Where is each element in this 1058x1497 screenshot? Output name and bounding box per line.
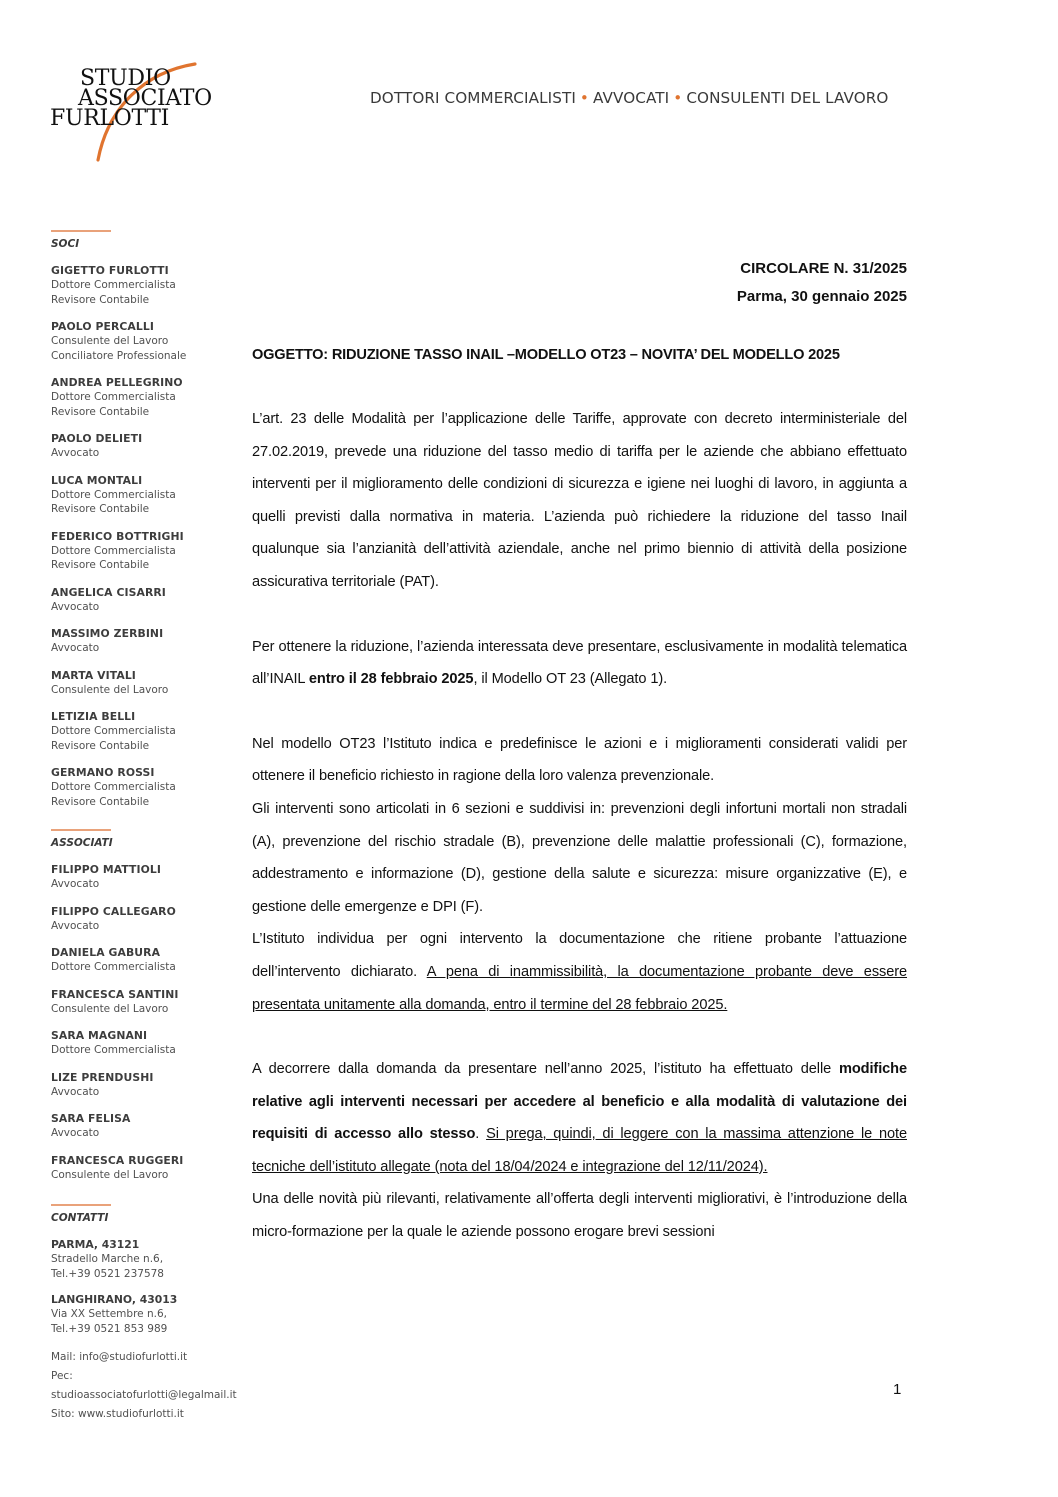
person-name: LUCA MONTALI <box>51 473 143 487</box>
section-divider <box>51 230 111 232</box>
person-role: Dottore Commercialista <box>51 1044 176 1056</box>
person-role: Avvocato <box>51 1127 100 1139</box>
paragraph-7: Una delle novità più rilevanti, relativamente all’offerta degli interventi migliorativi, è l’introduzione della micro-formazione per la quale le aziende possono erogare brevi sessioni <box>252 1191 907 1241</box>
mail-link[interactable]: Mail: info@studiofurlotti.it <box>51 1351 188 1363</box>
person-name: ANDREA PELLEGRINO <box>51 376 183 389</box>
person-role: Consulente del Lavoro <box>51 335 169 347</box>
paragraph-1: L’art. 23 delle Modalità per l’applicazione delle Tariffe, approvate con decreto interministeriale del 27.02.2019, prevede una riduzione del tasso medio di tariffa per le aziende che abbiano effettuato interventi per il miglioramento delle condizioni di sicurezza e igiene nei luoghi di lavoro, in aggiunta a quelli previsti dalla normativa in materia. L’azienda può richiedere la riduzione del tasso Inail qualunque sia l’anzianità dell’attività aziendale, anche nel primo biennio di attività della posizione assicurativa territoriale (PAT). <box>252 411 907 590</box>
office-phone: Tel.+39 0521 853 989 <box>51 1322 168 1335</box>
p6-text-a: A decorrere dalla domanda da presentare nell’anno 2025, l’istituto ha effettuato delle <box>252 1061 839 1078</box>
p5-underlined: A pena di inammissibilità, la documentazione probante deve essere presentata unitamente alla domanda, entro il termine del 28 febbraio 2025. <box>252 963 908 1013</box>
person-role: Consulente del Lavoro <box>51 1002 169 1015</box>
office-parma <box>51 1238 251 1281</box>
person-role: Revisore Contabile <box>51 795 150 808</box>
p6-underlined: Si prega, quindi, di leggere con la massima attenzione le note tecniche dell’istituto allegate (nota del 18/04/2024 e integrazione del 12/11/2024). <box>252 1126 907 1175</box>
person-role: Avvocato <box>51 1085 100 1098</box>
paragraph-5 <box>252 923 907 1021</box>
p2-text-a: Per ottenere la riduzione, l’azienda interessata deve presentare, esclusivamente in modalità telematica all’INAIL <box>252 638 907 688</box>
person-role: Dottore Commercialista <box>51 279 176 291</box>
page-number: 1 <box>893 1381 902 1398</box>
section-divider <box>51 829 111 831</box>
person-entry <box>51 627 251 656</box>
person-name: GIGETTO FURLOTTI <box>51 264 169 277</box>
person-entry <box>51 766 251 809</box>
person-entry <box>51 988 251 1017</box>
pec-link[interactable]: Pec: studioassociatofurlotti@legalmail.it <box>51 1370 237 1401</box>
person-entry <box>51 1029 251 1058</box>
person-name: FEDERICO BOTTRIGHI <box>51 529 184 543</box>
contatti-title: CONTATTI <box>51 1212 109 1224</box>
document-body <box>252 260 907 1249</box>
person-role: Revisore Contabile <box>51 739 150 752</box>
person-entry <box>51 1071 251 1100</box>
person-name: SARA FELISA <box>51 1112 131 1125</box>
person-entry <box>51 432 251 461</box>
person-entry <box>51 376 251 419</box>
person-role: Revisore Contabile <box>51 405 150 418</box>
p6-bold: modifiche relative agli interventi necessari per accedere al beneficio e alla modalità di valutazione dei requisiti di accesso allo stesso <box>252 1061 907 1143</box>
person-role: Revisore Contabile <box>51 293 150 306</box>
paragraph-4: Gli interventi sono articolati in 6 sezioni e suddivisi in: prevenzioni degli infortuni mortali non stradali (A), prevenzione del rischio stradale (B), prevenzione delle malattie professionali (C), formazione, addestramento e informazione (D), gestione della salute e sicurezza: misure organizzative (E), e gestione delle emergenze e DPI (F). <box>252 800 907 915</box>
associati-title: ASSOCIATI <box>51 837 113 849</box>
person-entry <box>51 946 251 975</box>
tagline-part-2: AVVOCATI <box>592 89 670 107</box>
soci-section <box>51 230 251 809</box>
person-entry <box>51 669 251 698</box>
person-name: FILIPPO CALLEGARO <box>51 904 176 918</box>
soci-title: SOCI <box>51 238 80 250</box>
circolare-number: CIRCOLARE N. 31/2025 <box>740 260 907 277</box>
person-name: FILIPPO MATTIOLI <box>51 863 161 876</box>
person-role: Avvocato <box>51 447 100 459</box>
person-name: MASSIMO ZERBINI <box>51 627 164 640</box>
contatti-section <box>51 1204 251 1424</box>
p5-text: L’Istituto individua per ogni intervento la documentazione che ritiene probante l’attuazione dell’intervento dichiarato. <box>252 931 907 980</box>
person-name: FRANCESCA RUGGERI <box>51 1153 184 1167</box>
person-name: MARTA VITALI <box>51 668 136 682</box>
p2-text-b: , il Modello OT 23 (Allegato 1). <box>473 671 668 688</box>
place-date: Parma, 30 gennaio 2025 <box>736 288 907 305</box>
person-name: SARA MAGNANI <box>51 1029 148 1042</box>
person-name: PAOLO DELIETI <box>51 432 143 445</box>
person-role: Dottore Commercialista <box>51 488 176 501</box>
office-city: LANGHIRANO, 43013 <box>51 1293 178 1306</box>
office-langhirano <box>51 1293 251 1336</box>
person-role: Conciliatore Professionale <box>51 349 187 362</box>
person-name: PAOLO PERCALLI <box>51 320 154 333</box>
person-entry <box>51 710 251 753</box>
tagline-part-1: DOTTORI COMMERCIALISTI <box>370 89 576 107</box>
person-name: GERMANO ROSSI <box>51 766 155 779</box>
person-role: Dottore Commercialista <box>51 961 176 973</box>
person-role: Dottore Commercialista <box>51 544 176 557</box>
person-entry <box>51 586 251 615</box>
person-name: LIZE PRENDUSHI <box>51 1070 154 1084</box>
document-subject: OGGETTO: RIDUZIONE TASSO INAIL –MODELLO OT23 – NOVITA’ DEL MODELLO 2025 <box>252 347 840 363</box>
person-name: DANIELA GABURA <box>51 946 161 959</box>
person-entry <box>51 264 251 307</box>
soci-list <box>51 264 251 809</box>
paragraph-3: Nel modello OT23 l’Istituto indica e predefinisce le azioni e i miglioramenti considerati validi per ottenere il beneficio richiesto in ragione della loro valenza prevenzionale. <box>252 735 907 785</box>
person-entry <box>51 863 251 892</box>
office-address: Stradello Marche n.6, <box>51 1253 164 1265</box>
paragraph-6 <box>252 1053 907 1183</box>
firm-tagline <box>370 89 888 107</box>
site-link[interactable]: Sito: www.studiofurlotti.it <box>51 1408 184 1420</box>
office-phone: Tel.+39 0521 237578 <box>51 1267 164 1280</box>
paragraph-2 <box>252 631 907 696</box>
person-entry <box>51 320 251 363</box>
studio-logo <box>50 62 220 162</box>
sidebar <box>51 230 251 1438</box>
associati-list <box>51 863 251 1182</box>
person-name: ANGELICA CISARRI <box>51 585 166 599</box>
person-name: LETIZIA BELLI <box>51 710 136 723</box>
office-city: PARMA, 43121 <box>51 1238 140 1251</box>
person-role: Revisore Contabile <box>51 503 150 515</box>
person-entry <box>51 1154 251 1183</box>
person-name: FRANCESCA SANTINI <box>51 987 179 1001</box>
person-role: Dottore Commercialista <box>51 725 176 737</box>
p2-deadline: entro il 28 febbraio 2025 <box>308 671 474 688</box>
person-role: Avvocato <box>51 919 100 932</box>
section-divider <box>51 1204 111 1206</box>
person-role: Revisore Contabile <box>51 559 150 571</box>
person-role: Avvocato <box>51 642 100 654</box>
p6-text-b: . <box>475 1126 487 1143</box>
person-role: Consulente del Lavoro <box>51 683 169 696</box>
office-address: Via XX Settembre n.6, <box>51 1308 167 1320</box>
person-entry <box>51 530 251 573</box>
tagline-dot-icon: • <box>579 89 589 107</box>
person-role: Dottore Commercialista <box>51 781 176 793</box>
person-entry <box>51 474 251 517</box>
associati-section <box>51 829 251 1182</box>
person-entry <box>51 905 251 934</box>
person-entry <box>51 1112 251 1141</box>
person-role: Avvocato <box>51 878 100 890</box>
tagline-dot-icon: • <box>673 89 683 107</box>
tagline-part-3: CONSULENTI DEL LAVORO <box>686 89 889 107</box>
person-role: Consulente del Lavoro <box>51 1168 169 1181</box>
logo-line-3: FURLOTTI <box>50 106 170 131</box>
person-role: Avvocato <box>51 600 100 613</box>
person-role: Dottore Commercialista <box>51 391 176 403</box>
logo-line-1: STUDIO <box>80 66 171 91</box>
logo-line-2: ASSOCIATO <box>78 86 212 111</box>
